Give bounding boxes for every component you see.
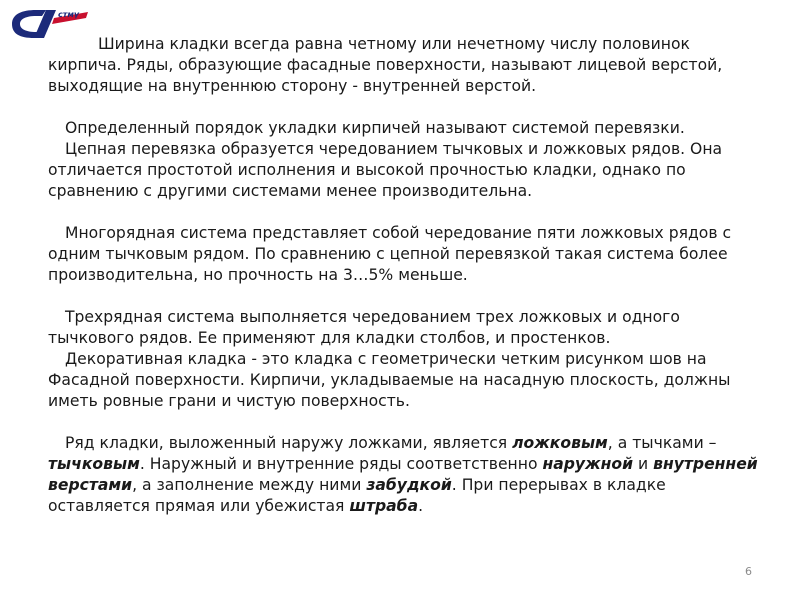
term-vnutrenney-verstami: внутренней верстами (48, 455, 758, 494)
term-naruzhnoy: наружной (542, 455, 634, 473)
paragraph-2: Определенный порядок укладки кирпичей называют системой перевязки. (65, 119, 685, 137)
term-lozhkovy: ложковым (512, 434, 608, 452)
p7-text-2: , а тычками – (607, 434, 717, 452)
p7-text-7: . (418, 497, 424, 515)
p7-text-5: , а заполнение между ними (132, 476, 367, 494)
paragraph-5: Трехрядная система выполняется чередованием трех ложковых и одного тычкового рядов. Ее применяют для кладки столбов, и простенков. (48, 308, 680, 347)
p7-text-1: Ряд кладки, выложенный наружу ложками, является (65, 434, 513, 452)
paragraph-3: Цепная перевязка образуется чередованием тычковых и ложковых рядов. Она отличается простотой исполнения и высокой прочностью кладки, однако по сравнению с другими системами менее производительна. (48, 140, 723, 200)
slide-body (48, 34, 760, 517)
paragraph-7 (48, 433, 760, 517)
term-tychkovy: тычковым (48, 455, 140, 473)
logo-text: стмү (58, 10, 80, 19)
paragraph-4: Многорядная система представляет собой чередование пяти ложковых рядов с одним тычковым рядом. По сравнению с цепной перевязкой такая система более производительна, но прочность на 3…5% меньше. (48, 224, 732, 284)
p7-text-4: и (633, 455, 654, 473)
p7-text-6: . При перерывах в кладке оставляется прямая или убежистая (48, 476, 666, 515)
paragraph-1: Ширина кладки всегда равна четному или нечетному числу половинок кирпича. Ряды, образующие фасадные поверхности, называют лицевой верстой, выходящие на внутреннюю сторону - внутренней верстой. (48, 35, 723, 95)
page-number: 6 (745, 565, 752, 578)
term-shtraba: штраба (349, 497, 419, 515)
p7-text-3: . Наружный и внутренние ряды соответственно (139, 455, 543, 473)
paragraph-6: Декоративная кладка - это кладка с геометрически четким рисунком шов на Фасадной поверхности. Кирпичи, укладываемые на насадную плоскость, должны иметь ровные грани и чистую поверхность. (48, 350, 731, 410)
term-zabudka: забудкой (366, 476, 452, 494)
